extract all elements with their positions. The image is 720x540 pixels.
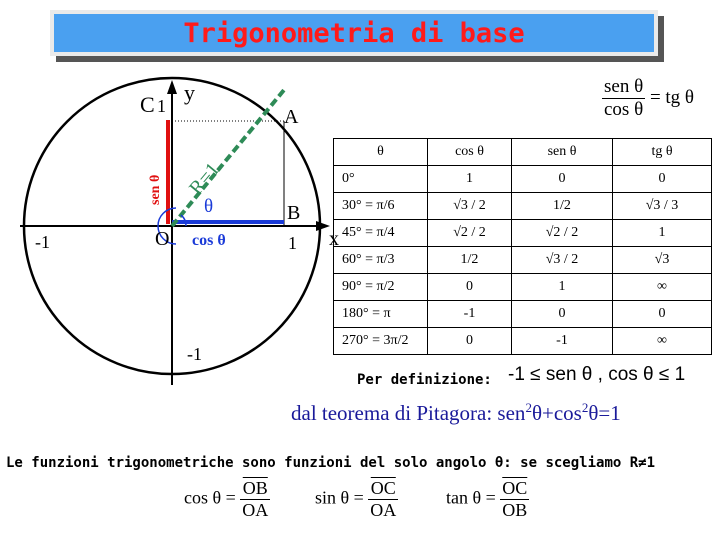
row-cos: -1: [428, 301, 512, 328]
sin-definition-lhs: sin θ =: [315, 487, 364, 508]
header-cos: cos θ: [428, 139, 512, 166]
row-sen: √3 / 2: [512, 247, 613, 274]
row-cos: 0: [428, 328, 512, 355]
pythagoras-mid: θ+cos: [531, 401, 582, 425]
radius-segment: [172, 90, 284, 226]
row-sen: 1: [512, 274, 613, 301]
label-c: C: [140, 92, 155, 117]
definition-label: Per definizione:: [357, 372, 492, 388]
sin-definition-fraction: [368, 478, 398, 521]
row-angle: 60° = π/3: [334, 247, 428, 274]
table-row: [334, 220, 712, 247]
row-cos: √2 / 2: [428, 220, 512, 247]
label-b: B: [287, 202, 301, 224]
pythagoras-prefix: dal teorema di Pitagora: sen: [291, 401, 526, 425]
trig-values-table: [333, 138, 712, 355]
tan-definition-lhs: tan θ =: [446, 487, 496, 508]
row-angle: 90° = π/2: [334, 274, 428, 301]
table-row: [334, 193, 712, 220]
cos-definition: [184, 478, 270, 521]
page-title: Trigonometria di base: [183, 18, 525, 49]
label-x: x: [329, 228, 339, 250]
y-axis-arrow: [167, 80, 177, 94]
row-sen: 1/2: [512, 193, 613, 220]
row-cos: √3 / 2: [428, 193, 512, 220]
row-cos: 0: [428, 274, 512, 301]
row-sen: 0: [512, 301, 613, 328]
tan-definition-den: OB: [502, 500, 528, 520]
row-tg: 0: [613, 166, 712, 193]
label-sen: sen θ: [148, 174, 163, 205]
row-tg: ∞: [613, 328, 712, 355]
label-y: y: [184, 80, 195, 105]
row-tg: 0: [613, 301, 712, 328]
table-row: [334, 328, 712, 355]
row-sen: √2 / 2: [512, 220, 613, 247]
table-row: [334, 301, 712, 328]
row-cos: 1: [428, 166, 512, 193]
inequality: -1 ≤ sen θ , cos θ ≤ 1: [508, 364, 686, 385]
cos-definition-fraction: [240, 478, 270, 521]
row-angle: 45° = π/4: [334, 220, 428, 247]
row-sen: -1: [512, 328, 613, 355]
explanatory-sentence: Le funzioni trigonometriche sono funzioni del solo angolo θ: se scegliamo R≠1: [6, 455, 656, 471]
cos-definition-den: OA: [242, 500, 269, 520]
label-origin: O: [155, 228, 170, 250]
row-cos: 1/2: [428, 247, 512, 274]
row-angle: 270° = 3π/2: [334, 328, 428, 355]
label-left-minus-one: -1: [35, 232, 50, 252]
tangent-formula: [602, 76, 694, 121]
tangent-rhs: = tg θ: [649, 86, 695, 108]
label-b-one: 1: [288, 233, 297, 253]
tangent-fraction: [602, 76, 645, 121]
row-angle: 30° = π/6: [334, 193, 428, 220]
cos-definition-lhs: cos θ =: [184, 487, 236, 508]
pythagoras-suffix: θ=1: [588, 401, 621, 425]
row-tg: 1: [613, 220, 712, 247]
row-angle: 180° = π: [334, 301, 428, 328]
label-theta: θ: [204, 196, 214, 217]
sin-definition-den: OA: [370, 500, 397, 520]
label-a: A: [284, 106, 299, 128]
table-header-row: [334, 139, 712, 166]
header-sen: sen θ: [512, 139, 613, 166]
pythagoras-identity: [291, 400, 621, 426]
label-cos: cos θ: [192, 232, 226, 249]
row-tg: ∞: [613, 274, 712, 301]
x-axis-arrow: [316, 221, 330, 231]
pythagoras-exp1: 2: [525, 400, 532, 415]
label-c-one: 1: [157, 96, 166, 116]
tan-definition: [446, 478, 529, 521]
table-row: [334, 166, 712, 193]
row-tg: √3 / 3: [613, 193, 712, 220]
label-radius: R=1: [184, 158, 225, 200]
sin-definition-num: $\overline{OC}$: [368, 478, 398, 500]
tan-definition-fraction: [500, 478, 529, 521]
tangent-numerator: sen θ: [604, 76, 644, 97]
cos-definition-num: $\overline{OB}$: [240, 478, 270, 500]
row-tg: √3: [613, 247, 712, 274]
row-angle: 0°: [334, 166, 428, 193]
label-bottom-minus-one: -1: [187, 344, 202, 364]
header-tg: tg θ: [613, 139, 712, 166]
table-row: [334, 274, 712, 301]
pythagoras-exp2: 2: [581, 400, 589, 415]
header-theta: θ: [334, 139, 428, 166]
tan-definition-num: $\overline{OC}$: [502, 478, 528, 498]
sin-definition: [315, 478, 398, 521]
tangent-denominator: cos θ: [604, 99, 644, 120]
row-sen: 0: [512, 166, 613, 193]
table-row: [334, 247, 712, 274]
